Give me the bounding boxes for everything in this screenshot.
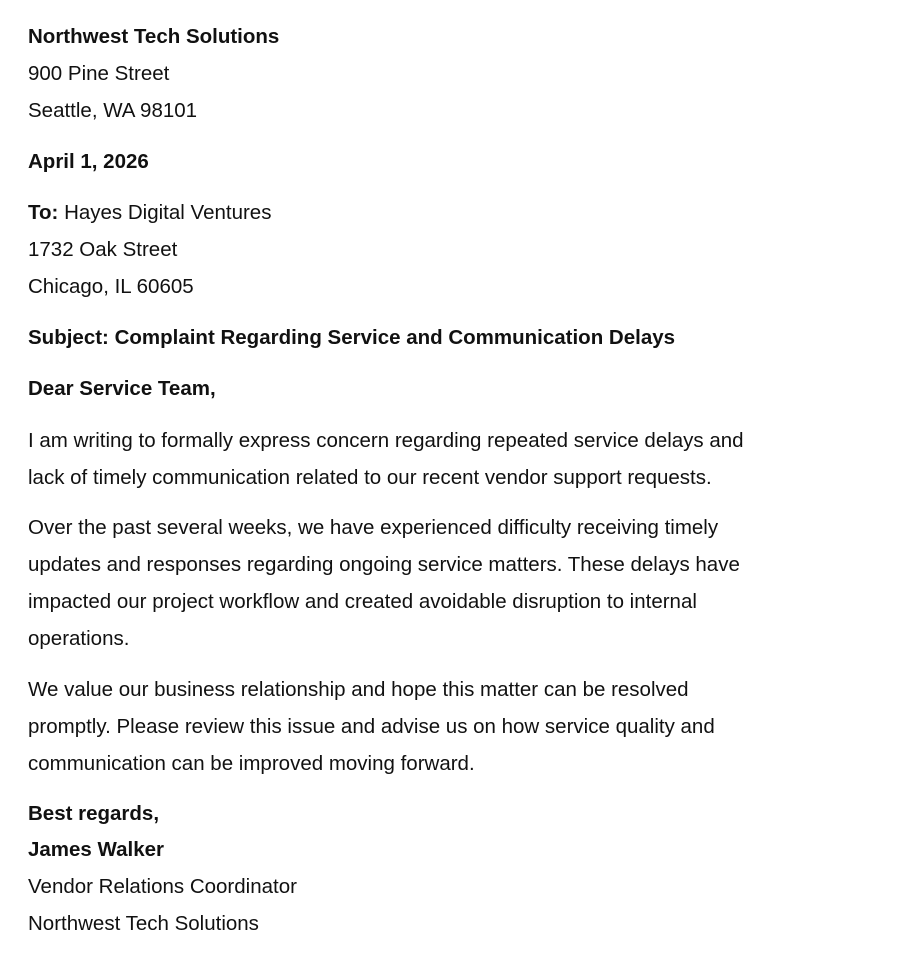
- paragraph-line: I am writing to formally express concern regarding repeated service delays and: [28, 429, 744, 452]
- body-paragraph-3: [28, 671, 868, 782]
- paragraph-line: lack of timely communication related to our recent vendor support requests.: [28, 466, 712, 489]
- recipient-name-line: [28, 201, 271, 225]
- to-label: To:: [28, 201, 59, 224]
- recipient-name: Hayes Digital Ventures: [64, 201, 272, 224]
- salutation: Dear Service Team,: [28, 377, 216, 400]
- paragraph-line: Over the past several weeks, we have experienced difficulty receiving timely: [28, 516, 719, 539]
- paragraph-line: impacted our project workflow and created avoidable disruption to internal: [28, 590, 697, 613]
- paragraph-line: promptly. Please review this issue and advise us on how service quality and: [28, 715, 715, 738]
- signer-company: Northwest Tech Solutions: [28, 912, 259, 935]
- paragraph-line: updates and responses regarding ongoing service matters. These delays have: [28, 553, 740, 576]
- sender-company: Northwest Tech Solutions: [28, 25, 280, 48]
- sender-street: 900 Pine Street: [28, 62, 170, 85]
- closing-valediction: Best regards,: [28, 802, 160, 825]
- body-paragraph-1: [28, 422, 868, 496]
- sender-city-state-zip: Seattle, WA 98101: [28, 99, 198, 122]
- signer-title: Vendor Relations Coordinator: [28, 875, 297, 898]
- recipient-street: 1732 Oak Street: [28, 238, 178, 261]
- paragraph-line: We value our business relationship and hope this matter can be resolved: [28, 678, 689, 701]
- letter-date: April 1, 2026: [28, 150, 149, 173]
- signer-name: James Walker: [28, 838, 164, 861]
- paragraph-line: communication can be improved moving forward.: [28, 752, 475, 775]
- subject-line: Subject: Complaint Regarding Service and Communication Delays: [28, 326, 676, 349]
- recipient-city-state-zip: Chicago, IL 60605: [28, 275, 194, 298]
- paragraph-line: operations.: [28, 627, 130, 650]
- body-paragraph-2: [28, 509, 868, 657]
